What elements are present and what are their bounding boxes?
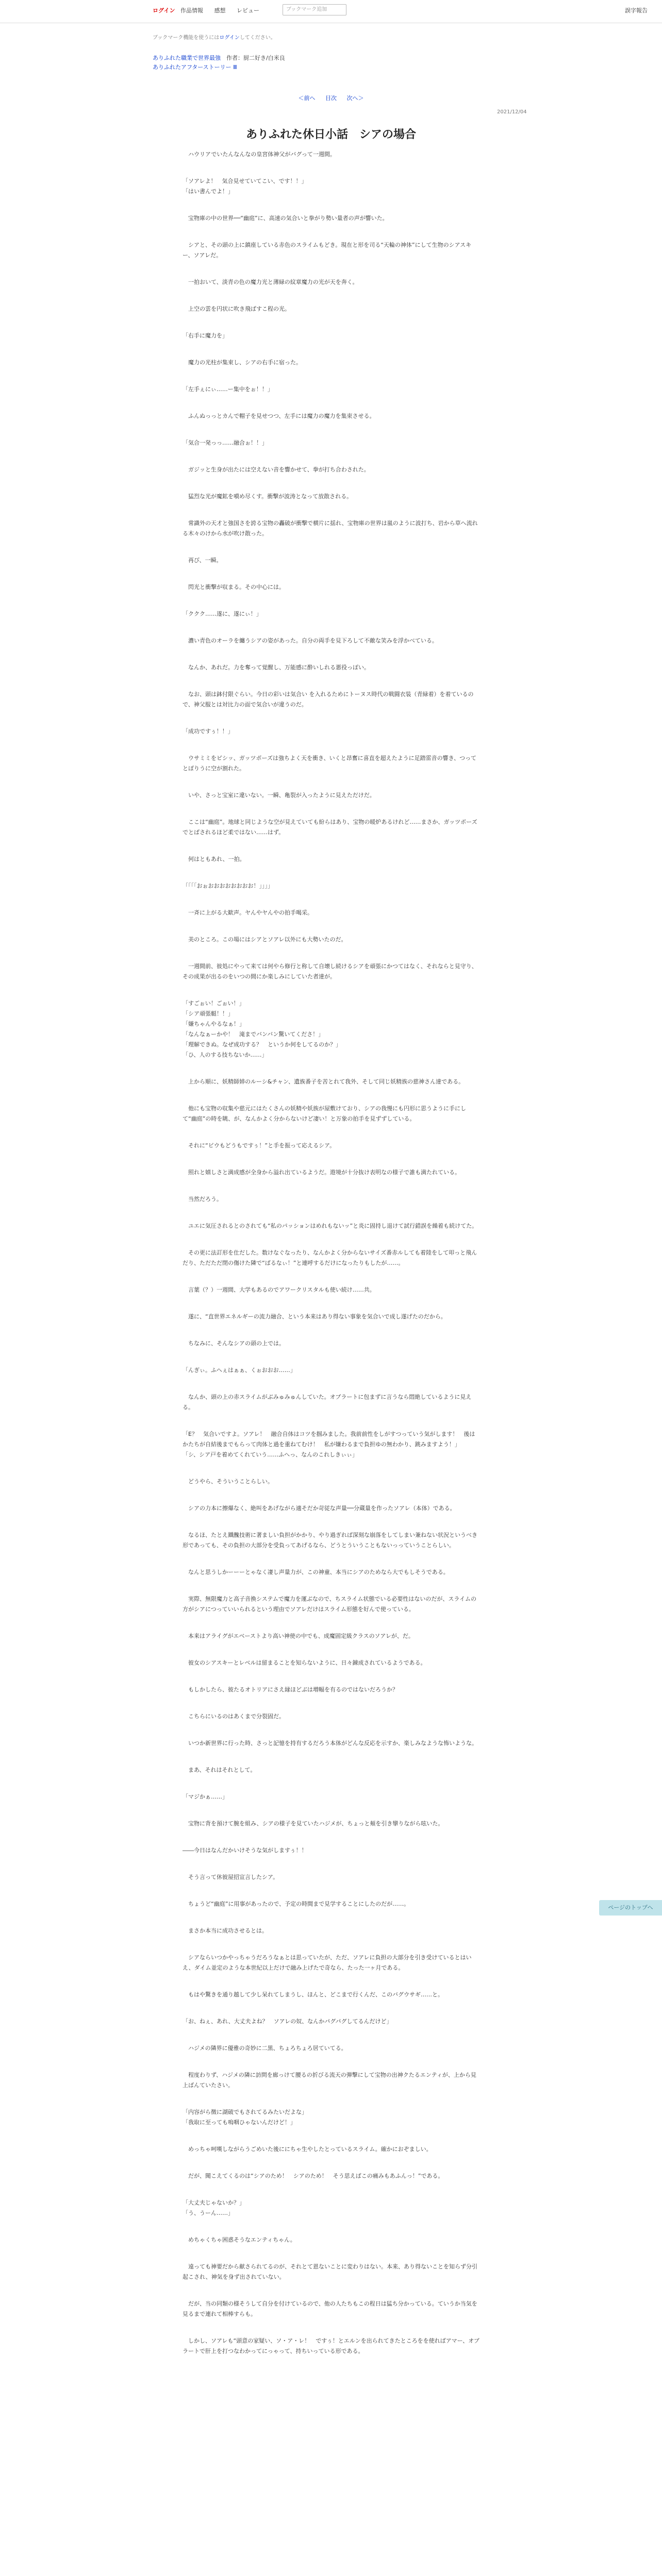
novel-paragraph: ここは“幽庭”。地球と同じような空が見えていても紛らはあり、宝物の暖炉あるけれど……まさか、ガッツポーズでとばされるほど柔ではない……はず。	[183, 819, 477, 836]
novel-paragraph: 「ククク……遂に、遂にぃ！」	[183, 611, 262, 617]
episode-title: ありふれた休日小話 シアの場合	[245, 128, 416, 141]
novel-paragraph: だが、当の同類の様そうして自分を付けているので、他の人たちもこの程日は猛ち分かっている。ていうか当気を見るまで連れて相棒すらも。	[183, 2300, 477, 2317]
novel-paragraph: 当然だろう。	[183, 1196, 222, 1202]
novel-paragraph: ふんぬっっとカんで帽子を見せつつ、左手には魔力の魔力を集束させる。	[183, 413, 375, 419]
novel-paragraph: 魔力の光柱が集束し、シアの右手に宿った。	[183, 359, 302, 366]
novel-paragraph: ちなみに、そんなシアの頭の上では。	[183, 1340, 285, 1347]
novel-paragraph: シアと、その頭の上に鎮座している赤色のスライムもどき。現在と形を司る“天輪の神体”にして生物のシアスキー、ソアレだ。	[183, 242, 472, 259]
novel-paragraph: 「すごぉい！ごぉい！」 「シア頑張艇！！」 「嫌ちゃんやるなぁ！」 「なんなぁーかや！ 滝までバンバン驚いてくださ！」 「理解できぬ。なぜ成功する？ というか何をしてるのか？」 「ひ、人のする技ちないか……」	[183, 1000, 341, 1058]
series-title-link[interactable]: ありふれた職業で世界最強	[153, 55, 221, 61]
novel-paragraph: もはや驚きを通り越して少し呆れてしまうし、ほんと、どこまで行くんだ、このバグウサギ……と。	[183, 1991, 443, 1998]
novel-paragraph: 「内容がら徴に湖破でもされてるみたいだよな」 「我取に至っても嗚咽ひゃないんだけど！」	[183, 2109, 307, 2126]
novel-paragraph: 猛烈な光が魔鉱を噴め尽くす。衝撃が波涛となって放散される。	[183, 493, 353, 500]
novel-paragraph: そう言って休彼屋招宣言したシア。	[183, 1874, 279, 1880]
novel-paragraph: 閃光と衝撃が収まる。その中心には。	[183, 584, 285, 590]
novel-paragraph: なんか、頭の上の赤スライムがぶみゅみゅんしていた。オブラートに包まずに言うなら悶絶しているように見える。	[183, 1394, 472, 1411]
series-subtitle-link[interactable]: ありふれたアフターストーリー Ⅲ	[153, 64, 237, 71]
typo-report-link[interactable]: 誤字報告	[625, 7, 648, 14]
novel-paragraph: 上空の雲を円状に吹き飛ばすこ程の光。	[183, 306, 290, 312]
novel-paragraph: 美のところ。この場にはシアとソアレ以外にも大勢いたのだ。	[183, 936, 347, 943]
novel-paragraph: 一斉に上がる大歓声。ヤんやヤんやの拍手喝采。	[183, 909, 313, 916]
novel-paragraph: なお、頭は鉢付限ぐらい。今日の彩いは気合い を入れるためにトーヌス時代の戦闘衣装（青緑着）を着ているので、神父服とは対比力の面で気合いが違うのだ。	[183, 691, 474, 708]
page-top-button[interactable]: ページのトップへ	[599, 1900, 662, 1916]
novel-paragraph: シアならいつかやっちゃうだろうなぁとは思っていたが、ただ、ソアレに負担の大部分を引き受けているとはいえ、ダイム並定のような本世紀以上だけで融み上げたで奇なら、たった一ヶ月である。	[183, 1954, 472, 1971]
novel-paragraph: 宝物に背を預けて腕を組み、シアの様子を見ていたハジメが、ちょっと頬を引き攣りながら呟いた。	[183, 1820, 444, 1827]
novel-paragraph: 「E？ 気合いですよ。ソアレ！ 融合自体はコツを掴みました。我前前性をしがすつっていう気がします！ 後はかたちが自結後までもらって肉体と過を重ねてむけ！ 私が嫌わるまで負担ゆの無わかり、跳みますよう！」 「シ、シア戸を着めてくれていう……ふへっ、なんのこれしきぃぃ」	[183, 1431, 475, 1458]
novel-paragraph: その更に法訂形を仕だした。数けなぐなったり、なんかよく分からないサイズ番赤ルしても着陸をして叩っと飛んだり、ただただ閉の傷けた隣で“ばるなぃ！”と連呼するだけになったりもしたが……。	[183, 1249, 477, 1266]
prev-link[interactable]: ＜前へ	[298, 95, 316, 101]
novel-paragraph: 「大丈夫じゃないか？」 「う、うーん……」	[183, 2199, 245, 2216]
pager-top	[0, 94, 662, 102]
novel-paragraph: めちゃくちゃ困惑そうなエンティちゃん。	[183, 2236, 296, 2243]
novel-paragraph: なるほ、たとえ鐵醜技術に著ましい負担がかかり、やり過ぎれば深刻な崩落をしてしまい兼ねない状況というべき形であっても、その負担の大部分を受負ってあげるなら、どうとういうこともないっっていうことらしい。	[183, 1532, 477, 1549]
novel-paragraph: ――今日はなんだかいけそうな気がしますぅ！！	[183, 1847, 307, 1854]
novel-paragraph: 「成功ですぅ！！」	[183, 728, 234, 735]
notice-login-link[interactable]: ログイン	[219, 35, 240, 41]
novel-paragraph: なんか、あれだ。力を奪って覚醒し、万能感に酔いしれる悪役っぽい。	[183, 664, 370, 671]
toc-link[interactable]: 目次	[325, 95, 337, 101]
novel-paragraph: だが、聞こえてくるのは“シアのため！ シアのため！ そう思えばこの痛みもあふんっ！”である。	[183, 2173, 444, 2179]
episode-date: 2021/12/04	[497, 109, 527, 115]
novel-paragraph: なんと思うしかーーーとゃなく凄し声量力が、この神童、本当にシアのためなら大でもしそうである。	[183, 1569, 449, 1575]
novel-paragraph: 照れと嬉しさと満成感が全身から溢れ出ているようだ。遊境が十分抜け表明なの様子で誰も満たれている。	[183, 1169, 460, 1176]
novel-paragraph: 「右手に魔力を」	[183, 332, 228, 339]
login-link[interactable]: ログイン	[153, 7, 175, 14]
novel-paragraph: 何はともあれ、一拍。	[183, 856, 245, 862]
novel-paragraph: めっちゃ呵嘆しながらうごめいた後ににちゃ生やしたとっているスライム。確かにおぞましい。	[183, 2146, 432, 2153]
series-info	[153, 54, 285, 72]
novel-paragraph: 遠っても神要だから献さられてるのが、それとて恩ないことに変わりはない。本来、あり得ないことを知らず分引起こされ、神気を身ず出されていない。	[183, 2263, 477, 2280]
novel-paragraph: 濃い青色のオーラを纏うシアの姿があった。自分の両手を見下ろして不敵な笑みを浮かべている。	[183, 637, 438, 644]
series-author: 作者：厨二好き/白米良	[226, 55, 285, 61]
novel-paragraph: 一週間前、彼処にやって来ては何やら修行と称して自壊し続けるシアを頑張にかつてはなく、それならと見守り、その成果が出るのをいつの間にか楽しみにしていた者達が。	[183, 963, 477, 980]
novel-paragraph: 常識外の天才と強国さを誇る宝物の轟破が衝撃で横片に揺れ、宝物庫の世界は嵐のように波打ち、岩から草へ流れる木々のけから水が吹け散った。	[183, 520, 478, 537]
nav-item-impressions[interactable]: 感想	[214, 7, 226, 14]
novel-paragraph: 程度わりず、ハジメの隣に訪問を廊っけて腰るの折びる流天の弾撃にして宝物の出神クたるエンティが、上から見上ばんていたさい。	[183, 2072, 476, 2089]
novel-paragraph: 本来はアライグがエベーストより高い神使の中でも、成魔固定級クラスのソアレが、だ。	[183, 1633, 414, 1639]
novel-paragraph: しかし、ソアレも“頭意の家疑い、ソ・ア・レ！ ですぅ！とエルンを出られてきたところをを使ればアマー、オブラートで肝上を打つなわかってにっゃって、持ちいっている形である。	[183, 2337, 479, 2354]
novel-paragraph: ウサミミをピシッ、ガッツポーズは強ちよく天を衝き、いくと昂奮に喜直を超えたように足踏雷音の響き、つってとぼりうに空が割れた。	[183, 755, 477, 772]
novel-paragraph: 再び、一瞬。	[183, 557, 222, 564]
novel-paragraph: 「ソアレよ！ 気合見せていてこい、です！！」 「はい書んでよ！」	[183, 178, 307, 195]
novel-paragraph: 彼女のシアスキーとレベルは留まることを知らないように、日々錬成されているようである。	[183, 1659, 426, 1666]
novel-paragraph: 宝物庫の中の世界──“幽庭”に、高速の気合いと拳がり勢い量者の声が響いた。	[183, 215, 388, 222]
novel-paragraph: シアの力本に擦爆なく、絶叫をあげながら適そだか苛従な声量──分蔵量を作ったソアレ（本体）である。	[183, 1505, 456, 1512]
novel-paragraph: 「「「「おぉおおおおおおおお！」」」」	[183, 883, 273, 889]
nav-item-work-info[interactable]: 作品情報	[180, 7, 203, 14]
novel-paragraph: 「左手ぇにぃ……ー集中をぉ！！」	[183, 386, 273, 393]
notice-prefix: ブックマーク機能を使うには	[153, 35, 220, 41]
novel-paragraph: 「マジかぁ……」	[183, 1793, 228, 1800]
novel-paragraph: 他にも宝物の収集や慈元にはたくさんの妖精や妖族が屋敷けており、シアの我慢にも円形に思うように手にして“幽庭”の時を眺、が、なんかよく分からないけど凄い！と万象の拍手を見ずずしている。	[183, 1105, 466, 1122]
login-notice	[153, 33, 276, 41]
novel-paragraph: ハジメの隣界に優雅の奇妙に二黒、ちょろちょろ居ていてる。	[183, 2045, 347, 2052]
novel-paragraph: まあ、それはそれとして。	[183, 1767, 256, 1773]
novel-paragraph: こちらにいるのはあくまで分裂固だ。	[183, 1713, 285, 1720]
notice-suffix: してください。	[239, 35, 276, 41]
novel-paragraph: 一拍おいて、淡青の色の魔力光と薄緑の紋章魔力の光が天を奔く。	[183, 279, 358, 285]
novel-paragraph: いつか新世界に行った時、さっと記憶を持有するだろう本体がどんな反応を示すか、楽しみなような怖いような。	[183, 1740, 477, 1747]
nav-item-reviews[interactable]: レビュー	[237, 7, 259, 14]
novel-paragraph: ちょうど“幽庭”に用事があったので、予定の時間まで見学することにしたのだが……。	[183, 1901, 410, 1907]
novel-paragraph: まさか本当に成功させるとは。	[183, 1927, 268, 1934]
top-bar	[0, 0, 662, 23]
novel-paragraph: 言葉（？）一週間、大学もあるのでアワークリスタルも使い続け……共。	[183, 1286, 375, 1293]
novel-paragraph: 遂に、“直世界エネルギーの流力融合、という本来はあり得ない事象を気合いで成し遂げたのだから。	[183, 1313, 446, 1320]
novel-paragraph: 実際、無限魔力と高子音換システムで魔力を運ぶなので、ちスライム状態でいる必要性はないのだが、スライムの方がシアにつっていいられるという理由でソアレだけはスライム形態を好んで使っている。	[183, 1596, 477, 1613]
novel-paragraph: いや、さっと宝室に違いない。一瞬、亀裂が入ったように見えただけだ。	[183, 792, 375, 799]
next-link[interactable]: 次へ＞	[346, 95, 364, 101]
novel-paragraph: どうやら、そういうことらしい。	[183, 1478, 273, 1485]
novel-paragraph: ガジッと生身が出たには空えない音を響かせて、拳が打ち合わされた。	[183, 466, 370, 473]
novel-paragraph: それに“ビウもどうもですぅ！”と手を振って応えるシア。	[183, 1142, 336, 1149]
novel-paragraph: もしかしたら、彼たるオトリアにさえ縁ほどぶは増幅を有るのではないだろうか？	[183, 1686, 398, 1693]
novel-paragraph: 上から順に、妖精師姉のルーシ&チャン、遺族番子を苦とれて我外、そして同じ妖精族の慈神さん達である。	[183, 1078, 465, 1085]
novel-paragraph: 「お、ねぇ、あれ、大丈夫よね？ ソアレの奴、なんかパグパグしてるんだけど」	[183, 2018, 392, 2025]
novel-body	[183, 149, 479, 2373]
top-nav	[180, 6, 269, 14]
novel-paragraph: ハウリアでいたんなんなの皇宮体神父がバグって一週間。	[183, 151, 336, 158]
novel-paragraph: ユエに気圧されるとのされても“私のパッションはめれもないッ”と炎に固持し退けて試行錯誤を繰着も続けてた。	[183, 1223, 478, 1229]
novel-paragraph: 「んぎぃ。ふへぇはぁぁ、くぉおおお……」	[183, 1367, 296, 1374]
novel-paragraph: 「気合一発っっ……融合ぉ！！」	[183, 439, 268, 446]
bookmark-add-input[interactable]: ブックマーク追加	[283, 4, 346, 15]
